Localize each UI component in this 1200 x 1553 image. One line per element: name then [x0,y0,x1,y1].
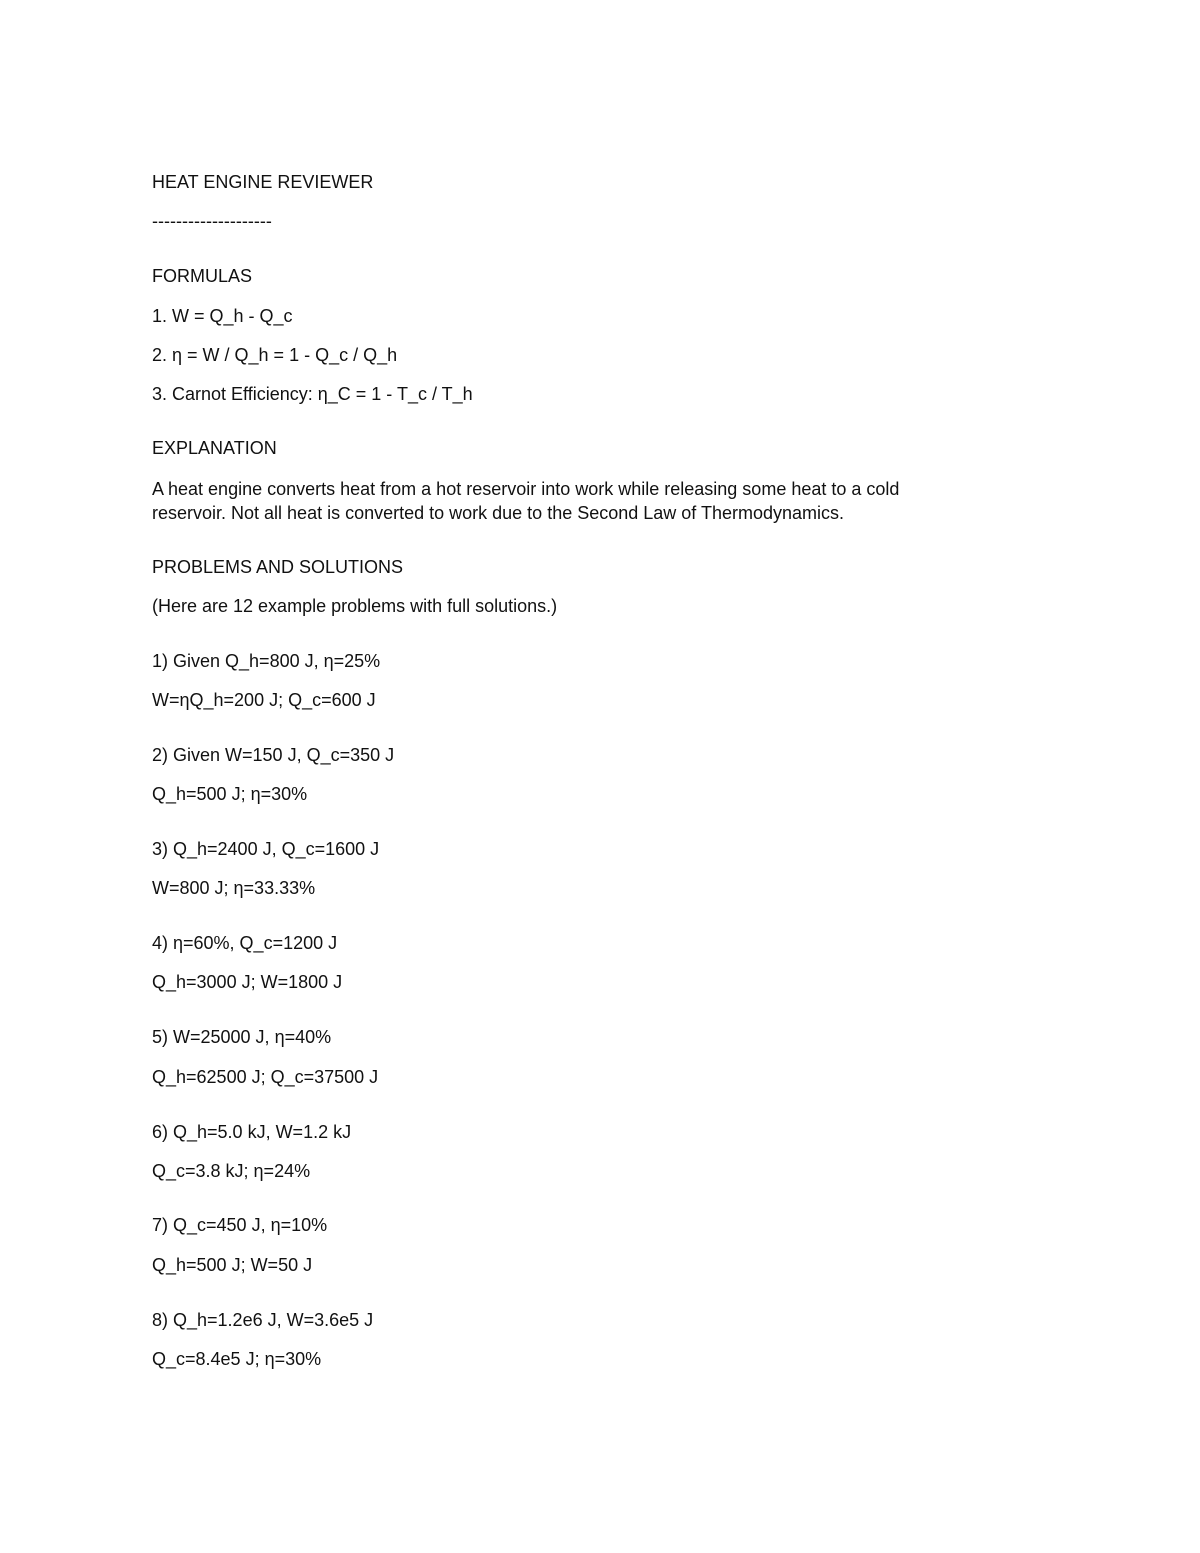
problem-solution: Q_h=3000 J; W=1800 J [152,972,343,992]
formula-item: 3. Carnot Efficiency: η_C = 1 - T_c / T_h [152,384,473,404]
explanation-line: A heat engine converts heat from a hot reservoir into work while releasing some heat to a cold [152,479,900,499]
problem-given: 4) η=60%, Q_c=1200 J [152,933,338,953]
problem-given: 3) Q_h=2400 J, Q_c=1600 J [152,839,380,859]
problem-given: 2) Given W=150 J, Q_c=350 J [152,745,395,765]
problems-heading: PROBLEMS AND SOLUTIONS [152,557,404,577]
problem-given: 8) Q_h=1.2e6 J, W=3.6e5 J [152,1310,374,1330]
problem-given: 5) W=25000 J, η=40% [152,1027,332,1047]
problem-given: 1) Given Q_h=800 J, η=25% [152,651,381,671]
formula-item: 1. W = Q_h - Q_c [152,306,293,326]
problems-intro: (Here are 12 example problems with full solutions.) [152,596,558,616]
explanation-heading: EXPLANATION [152,438,277,458]
problem-given: 6) Q_h=5.0 kJ, W=1.2 kJ [152,1122,352,1142]
problem-solution: Q_c=3.8 kJ; η=24% [152,1161,311,1181]
document-title: HEAT ENGINE REVIEWER [152,172,374,192]
problem-solution: Q_h=500 J; W=50 J [152,1255,313,1275]
problem-given: 7) Q_c=450 J, η=10% [152,1215,328,1235]
formulas-heading: FORMULAS [152,266,253,286]
problem-solution: W=800 J; η=33.33% [152,878,316,898]
explanation-line: reservoir. Not all heat is converted to work due to the Second Law of Thermodynamics. [152,503,845,523]
title-divider: -------------------- [152,211,272,231]
problem-solution: Q_h=62500 J; Q_c=37500 J [152,1067,379,1087]
formula-item: 2. η = W / Q_h = 1 - Q_c / Q_h [152,345,398,365]
problem-solution: W=ηQ_h=200 J; Q_c=600 J [152,690,376,710]
problem-solution: Q_c=8.4e5 J; η=30% [152,1349,322,1369]
problem-solution: Q_h=500 J; η=30% [152,784,308,804]
